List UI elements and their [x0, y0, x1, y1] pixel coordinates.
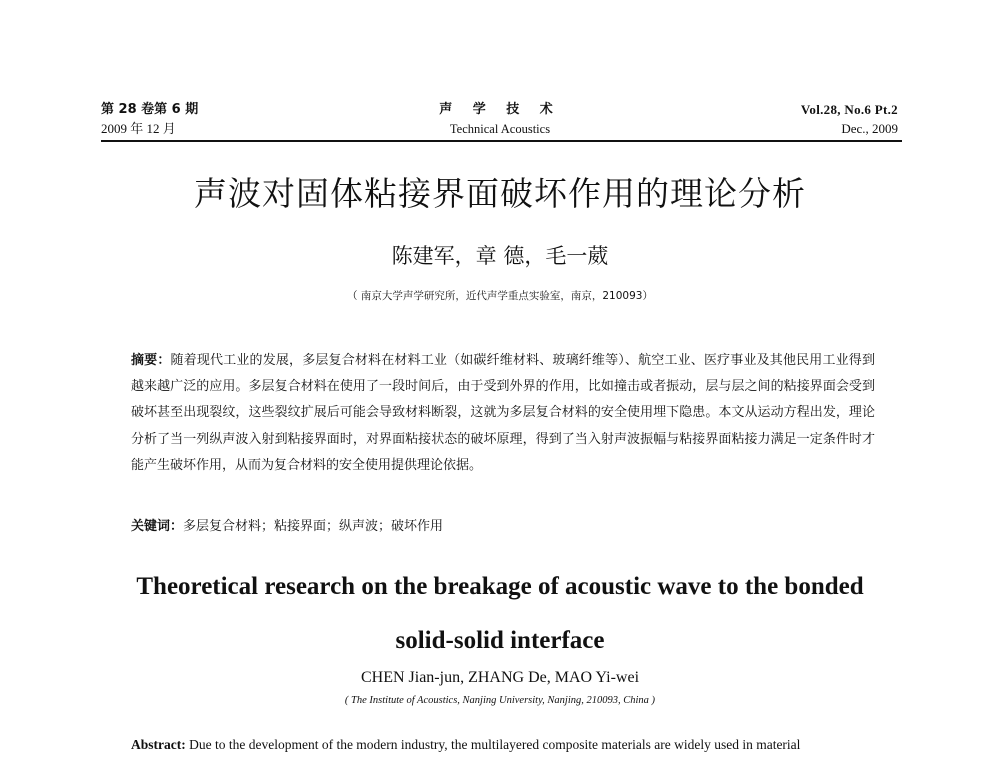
abstract-text-cn: 随着现代工业的发展，多层复合材料在材料工业（如碳纤维材料、玻璃纤维等）、航空工业、医疗事业及其他民用工业得到越来越广泛的应用。多层复合材料在使用了一段时间后，由于受到外界的作用，比如撞击或者振动，层与层之间的粘接界面会受到破坏甚至出现裂纹，这些裂纹扩展后可能会导致材料断裂，这就为多层复合材料的安全使用埋下隐患。本文从运动方程出发，理论分析了当一列纵声波入射到粘接界面时，对界面粘接状态的破坏原理，得到了当入射声波振幅与粘接界面粘接力满足一定条件时才能产生破坏作用，从而为复合材料的安全使用提供理论依据。: [131, 353, 875, 473]
abstract-label-cn: 摘要：: [131, 353, 171, 368]
header-date-cn: 2009 年 12 月: [101, 121, 176, 136]
journal-name-cn: 声 学 技 术: [439, 102, 561, 117]
abstract-cn: [131, 348, 875, 479]
header-date-en: Dec., 2009: [841, 121, 898, 136]
paper-title-en-line1: Theoretical research on the breakage of acoustic wave to the bonded: [136, 573, 864, 600]
paper-title-en-line2: solid-solid interface: [395, 627, 605, 654]
abstract-en: [131, 736, 875, 754]
paper-title-en: [0, 560, 1000, 668]
affiliation-en: ( The Institute of Acoustics, Nanjing University, Nanjing, 210093, China ): [344, 695, 656, 706]
authors-en: CHEN Jian-jun, ZHANG De, MAO Yi-wei: [360, 669, 640, 686]
header-volume-en: Vol.28, No.6 Pt.2: [800, 102, 898, 117]
abstract-text-en: Due to the development of the modern industry, the multilayered composite materials are widely used in material: [189, 737, 801, 752]
authors-cn: 陈建军，章 德，毛一葳: [391, 244, 609, 268]
paper-title-cn: 声波对固体粘接界面破坏作用的理论分析: [194, 174, 806, 213]
keywords-text-cn: 多层复合材料；粘接界面；纵声波；破坏作用: [183, 519, 444, 534]
keywords-cn: [131, 517, 875, 537]
header-rule: [101, 140, 902, 142]
journal-name-en: Technical Acoustics: [449, 122, 551, 136]
header-volume-cn: 第 28 卷第 6 期: [101, 102, 199, 117]
keywords-label-cn: 关键词：: [131, 519, 184, 534]
abstract-label-en: Abstract:: [131, 737, 186, 752]
affiliation-cn: （ 南京大学声学研究所，近代声学重点实验室，南京，210093）: [347, 290, 653, 302]
